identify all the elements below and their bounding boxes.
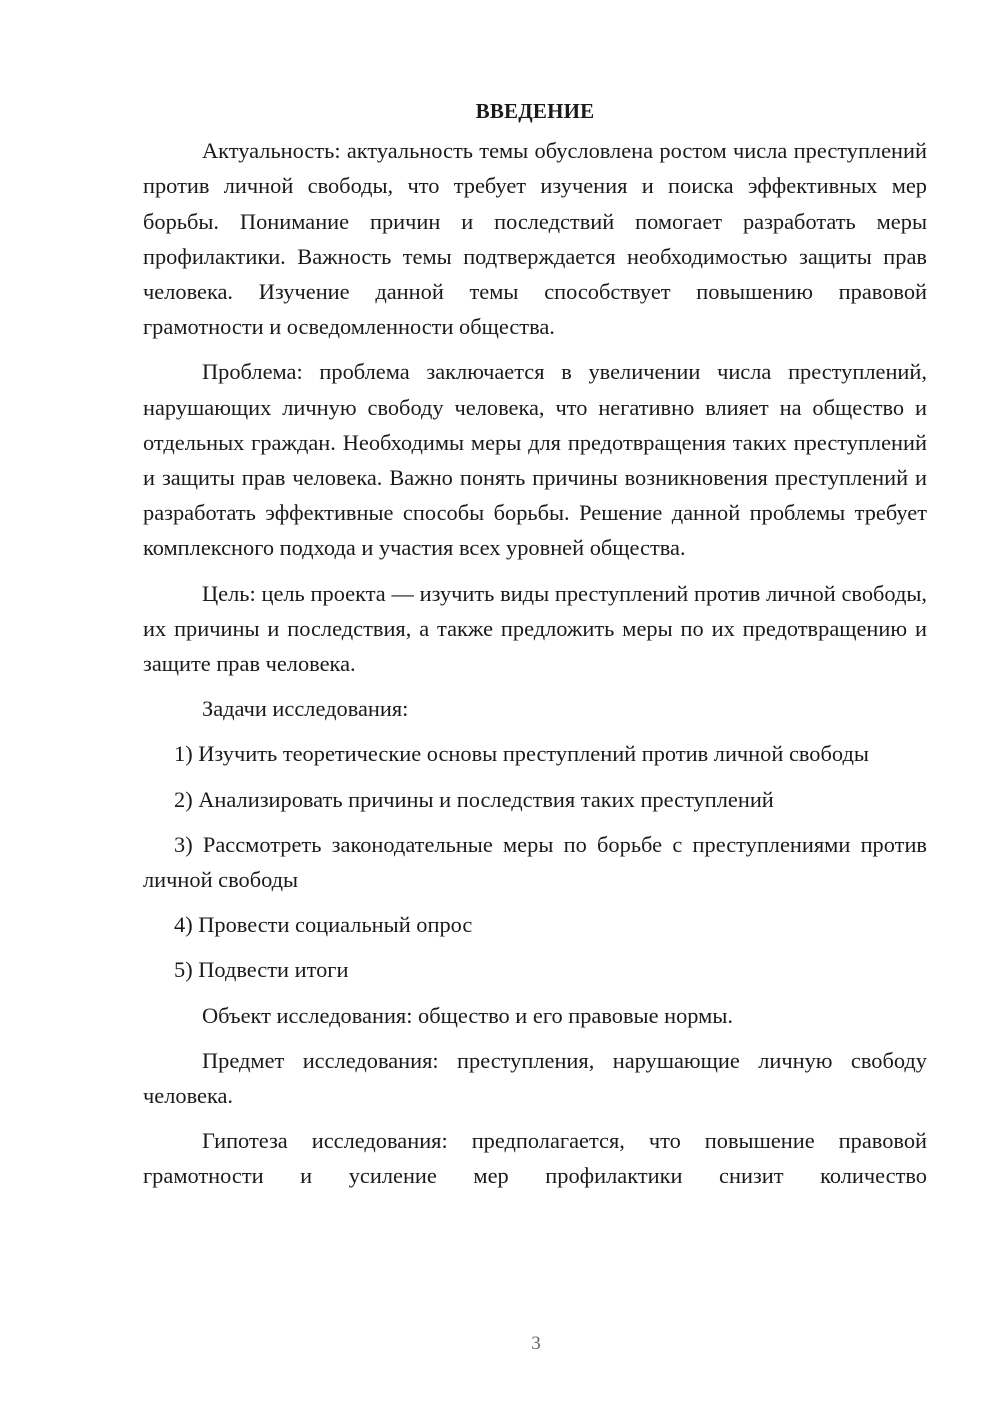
task-item: 1) Изучить теоретические основы преступлений против личной свободы: [174, 741, 869, 767]
section-title: ВВЕДЕНИЕ: [475, 99, 595, 123]
tasks-heading: Задачи исследования:: [202, 696, 409, 722]
object-paragraph: Объект исследования: общество и его правовые нормы.: [202, 1002, 733, 1028]
page-content: [143, 94, 927, 1194]
task-item: 4) Провести социальный опрос: [174, 912, 473, 938]
task-item: 2) Анализировать причины и последствия таких преступлений: [174, 786, 774, 812]
actuality-paragraph: Актуальность: актуальность темы обусловлена ростом числа преступлений против личной свободы, что требует изучения и поиска эффективных мер борьбы. Понимание причин и последствий помогает разработать меры профилактики. Важность темы подтверждается необходимостью защиты прав человека. Изучение данной темы способствует повышению правовой грамотности и осведомленности общества.: [143, 138, 927, 340]
goal-paragraph: Цель: цель проекта — изучить виды преступлений против личной свободы, их причины и последствия, а также предложить меры по их предотвращению и защите прав человека.: [143, 580, 927, 677]
page-number: 3: [531, 1333, 541, 1354]
task-item: 3) Рассмотреть законодательные меры по борьбе с преступлениями против личной свободы: [143, 831, 927, 893]
hypothesis-paragraph: Гипотеза исследования: предполагается, что повышение правовой грамотности и усиление мер профилактики снизит количество: [143, 1128, 927, 1189]
task-item: 5) Подвести итоги: [174, 957, 349, 983]
problem-paragraph: Проблема: проблема заключается в увеличении числа преступлений, нарушающих личную свободу человека, что негативно влияет на общество и отдельных граждан. Необходимы меры для предотвращения таких преступлений и защиты прав человека. Важно понять причины возникновения преступлений и разработать эффективные способы борьбы. Решение данной проблемы требует комплексного подхода и участия всех уровней общества.: [143, 359, 927, 561]
subject-paragraph: Предмет исследования: преступления, нарушающие личную свободу человека.: [143, 1047, 927, 1109]
